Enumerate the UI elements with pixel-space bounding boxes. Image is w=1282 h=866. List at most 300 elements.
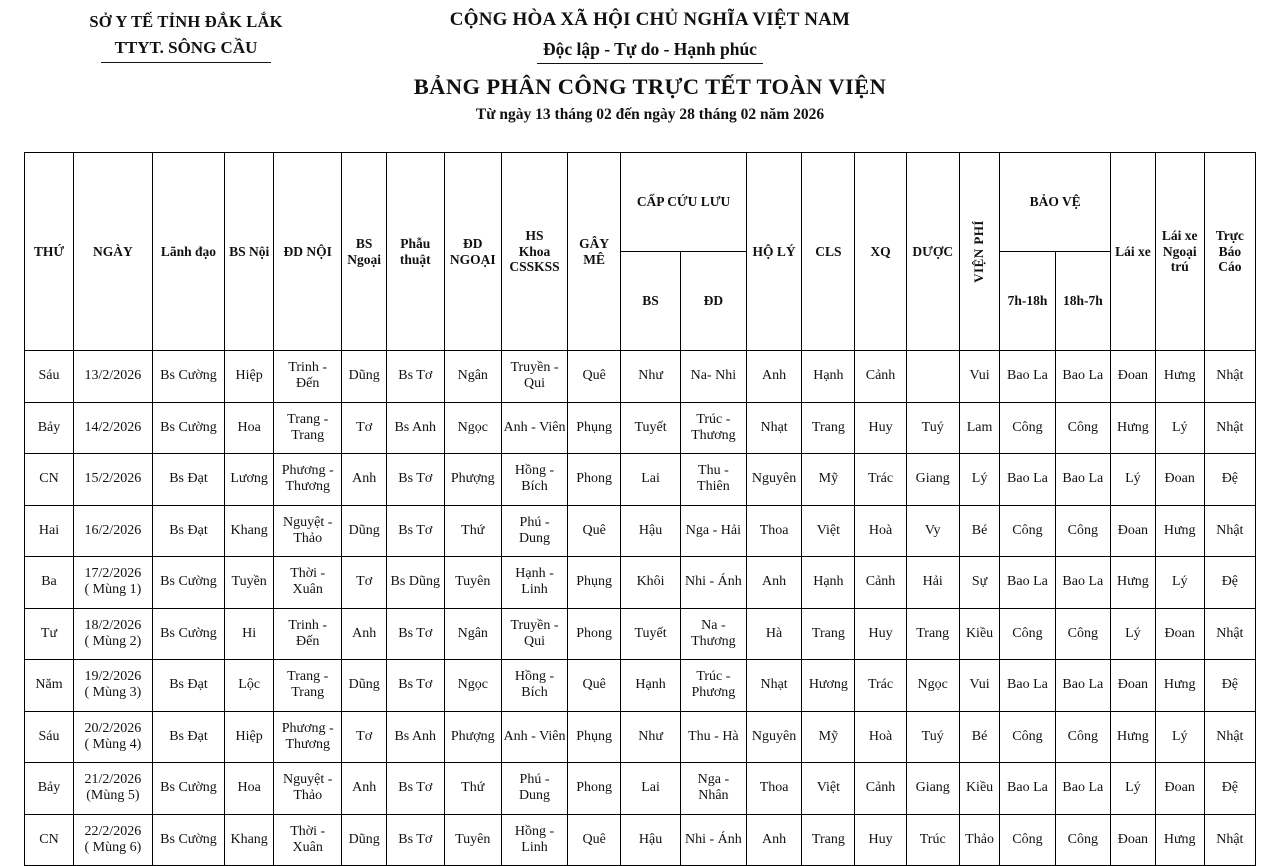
cell-dd-ngoai: Ngân bbox=[444, 351, 502, 403]
cell-hs-csskss: Phú - Dung bbox=[502, 763, 568, 815]
cell-bao-ve-ngay: Bao La bbox=[1000, 454, 1055, 506]
cell-cls: Việt bbox=[802, 763, 855, 815]
cell-bs-ngoai: Tơ bbox=[342, 711, 387, 763]
country-name: CỘNG HÒA XÃ HỘI CHỦ NGHĨA VIỆT NAM bbox=[449, 9, 851, 30]
col-header-bao-ve-ngay: 7h-18h bbox=[1000, 252, 1055, 351]
cell-duoc: Trúc bbox=[906, 814, 959, 866]
cell-truc-bao-cao: Đệ bbox=[1204, 660, 1255, 712]
cell-ngay bbox=[73, 505, 152, 557]
table-row bbox=[25, 557, 1256, 609]
cell-ngay bbox=[73, 454, 152, 506]
col-header-duoc: DƯỢC bbox=[906, 153, 959, 351]
cell-lanh-dao: Bs Đạt bbox=[152, 454, 224, 506]
cell-lai-xe-ngoai-tru: Hưng bbox=[1155, 660, 1204, 712]
cell-phau-thuat: Bs Tơ bbox=[387, 608, 445, 660]
cell-lai-xe: Lý bbox=[1111, 763, 1156, 815]
cell-vien-phi: Vui bbox=[959, 351, 999, 403]
cell-ngay bbox=[73, 402, 152, 454]
cell-ho-ly: Nhạt bbox=[746, 660, 801, 712]
cell-truc-bao-cao: Đệ bbox=[1204, 557, 1255, 609]
date-value: 15/2/2026 bbox=[84, 471, 142, 487]
cell-thu: Bảy bbox=[25, 402, 74, 454]
cell-bs-ngoai: Anh bbox=[342, 763, 387, 815]
col-header-bs-ngoai-line2: Ngoại bbox=[347, 251, 382, 267]
cell-vien-phi: Lam bbox=[959, 402, 999, 454]
cell-cap-cuu-bs: Như bbox=[621, 711, 681, 763]
document-header bbox=[0, 0, 1282, 148]
col-header-xq: XQ bbox=[855, 153, 906, 351]
cell-ngay bbox=[73, 660, 152, 712]
cell-dd-noi: Trang - Trang bbox=[274, 402, 342, 454]
cell-lai-xe-ngoai-tru: Đoan bbox=[1155, 763, 1204, 815]
cell-duoc: Tuý bbox=[906, 711, 959, 763]
cell-dd-ngoai: Tuyên bbox=[444, 557, 502, 609]
cell-duoc: Tuý bbox=[906, 402, 959, 454]
cell-cap-cuu-dd: Thu - Hà bbox=[680, 711, 746, 763]
table-row bbox=[25, 402, 1256, 454]
cell-truc-bao-cao: Nhật bbox=[1204, 402, 1255, 454]
col-header-hs-line1: HS bbox=[525, 228, 544, 244]
cell-duoc: Trang bbox=[906, 608, 959, 660]
cell-truc-bao-cao: Đệ bbox=[1204, 763, 1255, 815]
cell-truc-bao-cao: Nhật bbox=[1204, 505, 1255, 557]
table-row bbox=[25, 454, 1256, 506]
lunar-day-value: (Mùng 5) bbox=[86, 788, 140, 804]
national-motto: Độc lập - Tự do - Hạnh phúc bbox=[537, 36, 763, 64]
col-header-dd-ngoai-line2: NGOẠI bbox=[449, 251, 496, 267]
table-row bbox=[25, 351, 1256, 403]
cell-cap-cuu-bs: Lai bbox=[621, 454, 681, 506]
cell-xq: Hoà bbox=[855, 505, 906, 557]
cell-bs-noi: Khang bbox=[225, 505, 274, 557]
cell-bs-noi: Hiệp bbox=[225, 711, 274, 763]
cell-bs-noi: Lộc bbox=[225, 660, 274, 712]
cell-lanh-dao: Bs Cường bbox=[152, 557, 224, 609]
cell-dd-noi: Trinh - Đến bbox=[274, 608, 342, 660]
cell-thu: Ba bbox=[25, 557, 74, 609]
date-value: 19/2/2026 bbox=[84, 669, 142, 685]
cell-hs-csskss: Hồng - Bích bbox=[502, 660, 568, 712]
cell-dd-ngoai: Ngân bbox=[444, 608, 502, 660]
cell-xq: Cảnh bbox=[855, 351, 906, 403]
cell-thu: Bảy bbox=[25, 763, 74, 815]
cell-lai-xe-ngoai-tru: Lý bbox=[1155, 557, 1204, 609]
cell-vien-phi: Sự bbox=[959, 557, 999, 609]
cell-ho-ly: Nguyên bbox=[746, 711, 801, 763]
cell-hs-csskss: Hạnh - Linh bbox=[502, 557, 568, 609]
cell-gay-me: Phong bbox=[568, 763, 621, 815]
cell-cap-cuu-bs: Lai bbox=[621, 763, 681, 815]
cell-lai-xe: Đoan bbox=[1111, 351, 1156, 403]
cell-bao-ve-ngay: Công bbox=[1000, 711, 1055, 763]
cell-vien-phi: Bé bbox=[959, 711, 999, 763]
cell-xq: Trác bbox=[855, 660, 906, 712]
cell-bs-noi: Tuyền bbox=[225, 557, 274, 609]
cell-lai-xe-ngoai-tru: Hưng bbox=[1155, 505, 1204, 557]
cell-cap-cuu-dd: Thu - Thiên bbox=[680, 454, 746, 506]
cell-phau-thuat: Bs Tơ bbox=[387, 814, 445, 866]
cell-bs-ngoai: Dũng bbox=[342, 351, 387, 403]
cell-duoc: Vy bbox=[906, 505, 959, 557]
cell-dd-ngoai: Tuyên bbox=[444, 814, 502, 866]
cell-bs-noi: Hiệp bbox=[225, 351, 274, 403]
col-header-group-cap-cuu-luu: CẤP CỨU LƯU bbox=[621, 153, 747, 252]
cell-xq: Huy bbox=[855, 814, 906, 866]
col-header-hs-csskss bbox=[502, 153, 568, 351]
cell-bao-ve-ngay: Bao La bbox=[1000, 351, 1055, 403]
cell-cap-cuu-bs: Tuyết bbox=[621, 402, 681, 454]
date-value: 21/2/2026 bbox=[84, 772, 142, 788]
cell-lai-xe-ngoai-tru: Đoan bbox=[1155, 454, 1204, 506]
cell-ngay bbox=[73, 711, 152, 763]
cell-bao-ve-ngay: Công bbox=[1000, 402, 1055, 454]
cell-hs-csskss: Phú - Dung bbox=[502, 505, 568, 557]
cell-bs-ngoai: Tơ bbox=[342, 402, 387, 454]
cell-ngay bbox=[73, 557, 152, 609]
cell-ho-ly: Anh bbox=[746, 351, 801, 403]
cell-ho-ly: Thoa bbox=[746, 505, 801, 557]
col-header-thu: THỨ bbox=[25, 153, 74, 351]
cell-bs-ngoai: Anh bbox=[342, 608, 387, 660]
cell-xq: Cảnh bbox=[855, 763, 906, 815]
cell-cls: Hương bbox=[802, 660, 855, 712]
cell-dd-noi: Phương - Thương bbox=[274, 454, 342, 506]
col-header-phau-thuat-line2: thuật bbox=[399, 251, 431, 267]
cell-lai-xe: Hưng bbox=[1111, 402, 1156, 454]
cell-lai-xe: Lý bbox=[1111, 454, 1156, 506]
cell-lai-xe-ngoai-tru: Đoan bbox=[1155, 608, 1204, 660]
cell-bao-ve-ngay: Bao La bbox=[1000, 660, 1055, 712]
cell-bao-ve-dem: Công bbox=[1055, 608, 1110, 660]
cell-cap-cuu-dd: Na- Nhi bbox=[680, 351, 746, 403]
cell-cls: Hạnh bbox=[802, 351, 855, 403]
cell-gay-me: Quê bbox=[568, 660, 621, 712]
col-header-cap-cuu-bs: BS bbox=[621, 252, 681, 351]
lunar-day-value: ( Mùng 3) bbox=[84, 685, 142, 701]
cell-phau-thuat: Bs Dũng bbox=[387, 557, 445, 609]
cell-phau-thuat: Bs Tơ bbox=[387, 454, 445, 506]
cell-cap-cuu-bs: Tuyết bbox=[621, 608, 681, 660]
col-header-hs-line2: Khoa bbox=[518, 243, 551, 259]
cell-cap-cuu-bs: Như bbox=[621, 351, 681, 403]
cell-bao-ve-dem: Công bbox=[1055, 402, 1110, 454]
date-value: 22/2/2026 bbox=[84, 823, 142, 839]
col-header-gay-me-line2: MÊ bbox=[583, 251, 605, 267]
col-header-cap-cuu-dd: ĐD bbox=[680, 252, 746, 351]
cell-thu: Năm bbox=[25, 660, 74, 712]
date-value: 16/2/2026 bbox=[84, 522, 142, 538]
cell-ngay bbox=[73, 608, 152, 660]
cell-lai-xe: Hưng bbox=[1111, 711, 1156, 763]
col-header-gay-me bbox=[568, 153, 621, 351]
col-header-ngay: NGÀY bbox=[73, 153, 152, 351]
cell-cap-cuu-bs: Khôi bbox=[621, 557, 681, 609]
cell-dd-ngoai: Ngọc bbox=[444, 402, 502, 454]
cell-lai-xe: Đoan bbox=[1111, 814, 1156, 866]
cell-thu: Sáu bbox=[25, 711, 74, 763]
cell-phau-thuat: Bs Tơ bbox=[387, 505, 445, 557]
cell-bao-ve-ngay: Công bbox=[1000, 814, 1055, 866]
col-header-lanh-dao: Lãnh đạo bbox=[152, 153, 224, 351]
issuing-organization bbox=[36, 10, 336, 63]
cell-cap-cuu-dd: Trúc - Thương bbox=[680, 402, 746, 454]
cell-lai-xe-ngoai-tru: Hưng bbox=[1155, 814, 1204, 866]
cell-bao-ve-ngay: Công bbox=[1000, 608, 1055, 660]
cell-dd-ngoai: Thứ bbox=[444, 763, 502, 815]
cell-ho-ly: Thoa bbox=[746, 763, 801, 815]
cell-dd-noi: Phương - Thương bbox=[274, 711, 342, 763]
cell-cap-cuu-dd: Nhi - Ánh bbox=[680, 814, 746, 866]
cell-bao-ve-ngay: Bao La bbox=[1000, 557, 1055, 609]
cell-bs-ngoai: Anh bbox=[342, 454, 387, 506]
cell-bao-ve-ngay: Công bbox=[1000, 505, 1055, 557]
table-row bbox=[25, 505, 1256, 557]
cell-dd-noi: Nguyệt - Thảo bbox=[274, 763, 342, 815]
date-value: 14/2/2026 bbox=[84, 419, 142, 435]
cell-dd-noi: Thời - Xuân bbox=[274, 557, 342, 609]
cell-thu: Hai bbox=[25, 505, 74, 557]
cell-cls: Trang bbox=[802, 402, 855, 454]
cell-gay-me: Phụng bbox=[568, 711, 621, 763]
col-header-lai-xe-nt-line2: Ngoại bbox=[1162, 243, 1197, 259]
col-header-gay-me-line1: GÂY bbox=[579, 235, 610, 251]
cell-lanh-dao: Bs Cường bbox=[152, 814, 224, 866]
cell-xq: Huy bbox=[855, 402, 906, 454]
cell-bao-ve-dem: Công bbox=[1055, 814, 1110, 866]
lunar-day-value: ( Mùng 1) bbox=[84, 582, 142, 598]
cell-dd-ngoai: Phượng bbox=[444, 711, 502, 763]
col-header-ho-ly: HỘ LÝ bbox=[746, 153, 801, 351]
cell-phau-thuat: Bs Tơ bbox=[387, 660, 445, 712]
cell-lai-xe: Lý bbox=[1111, 608, 1156, 660]
cell-cls: Mỹ bbox=[802, 454, 855, 506]
cell-bao-ve-dem: Bao La bbox=[1055, 351, 1110, 403]
cell-ho-ly: Nguyên bbox=[746, 454, 801, 506]
cell-xq: Hoà bbox=[855, 711, 906, 763]
cell-hs-csskss: Truyền - Qui bbox=[502, 608, 568, 660]
cell-cap-cuu-dd: Nga - Hải bbox=[680, 505, 746, 557]
cell-cls: Mỹ bbox=[802, 711, 855, 763]
cell-duoc: Giang bbox=[906, 763, 959, 815]
cell-lanh-dao: Bs Cường bbox=[152, 763, 224, 815]
col-header-lai-xe-nt-line1: Lái xe bbox=[1161, 228, 1198, 244]
cell-vien-phi: Kiều bbox=[959, 608, 999, 660]
cell-gay-me: Phong bbox=[568, 454, 621, 506]
cell-ho-ly: Nhạt bbox=[746, 402, 801, 454]
cell-ngay bbox=[73, 814, 152, 866]
cell-lai-xe-ngoai-tru: Hưng bbox=[1155, 351, 1204, 403]
department-name: SỞ Y TẾ TỈNH ĐẮK LẮK bbox=[89, 12, 283, 31]
duty-roster-table bbox=[24, 152, 1256, 866]
table-header bbox=[25, 153, 1256, 351]
national-heading bbox=[340, 6, 960, 64]
cell-lai-xe: Hưng bbox=[1111, 557, 1156, 609]
cell-hs-csskss: Anh - Viên bbox=[502, 402, 568, 454]
cell-duoc: Ngọc bbox=[906, 660, 959, 712]
cell-dd-ngoai: Thứ bbox=[444, 505, 502, 557]
lunar-day-value: ( Mùng 4) bbox=[84, 736, 142, 752]
lunar-day-value: ( Mùng 2) bbox=[84, 633, 142, 649]
cell-vien-phi: Bé bbox=[959, 505, 999, 557]
cell-lanh-dao: Bs Cường bbox=[152, 402, 224, 454]
cell-ho-ly: Anh bbox=[746, 814, 801, 866]
cell-dd-noi: Trang - Trang bbox=[274, 660, 342, 712]
cell-truc-bao-cao: Đệ bbox=[1204, 454, 1255, 506]
col-header-vien-phi bbox=[959, 153, 999, 351]
cell-duoc: Giang bbox=[906, 454, 959, 506]
cell-lanh-dao: Bs Cường bbox=[152, 351, 224, 403]
cell-lanh-dao: Bs Đạt bbox=[152, 505, 224, 557]
cell-bs-ngoai: Tơ bbox=[342, 557, 387, 609]
lunar-day-value: ( Mùng 6) bbox=[84, 839, 142, 855]
cell-truc-bao-cao: Nhật bbox=[1204, 711, 1255, 763]
col-header-dd-ngoai-line1: ĐD bbox=[463, 235, 483, 251]
cell-cap-cuu-dd: Trúc - Phương bbox=[680, 660, 746, 712]
center-name: TTYT. SÔNG CẦU bbox=[101, 36, 272, 63]
cell-vien-phi: Thảo bbox=[959, 814, 999, 866]
cell-bao-ve-ngay: Bao La bbox=[1000, 763, 1055, 815]
cell-hs-csskss: Anh - Viên bbox=[502, 711, 568, 763]
cell-cap-cuu-bs: Hạnh bbox=[621, 660, 681, 712]
cell-gay-me: Phụng bbox=[568, 402, 621, 454]
cell-bao-ve-dem: Bao La bbox=[1055, 454, 1110, 506]
roster-table-container bbox=[24, 152, 1256, 866]
cell-phau-thuat: Bs Tơ bbox=[387, 351, 445, 403]
col-header-bs-noi: BS Nội bbox=[225, 153, 274, 351]
cell-dd-noi: Trinh - Đến bbox=[274, 351, 342, 403]
cell-phau-thuat: Bs Tơ bbox=[387, 763, 445, 815]
cell-hs-csskss: Truyền - Qui bbox=[502, 351, 568, 403]
cell-lanh-dao: Bs Cường bbox=[152, 608, 224, 660]
cell-ho-ly: Anh bbox=[746, 557, 801, 609]
cell-duoc: Hải bbox=[906, 557, 959, 609]
cell-cap-cuu-dd: Na - Thương bbox=[680, 608, 746, 660]
date-value: 18/2/2026 bbox=[84, 617, 142, 633]
cell-hs-csskss: Hồng - Linh bbox=[502, 814, 568, 866]
table-row bbox=[25, 814, 1256, 866]
cell-thu: CN bbox=[25, 454, 74, 506]
cell-lanh-dao: Bs Đạt bbox=[152, 660, 224, 712]
cell-dd-noi: Nguyệt - Thảo bbox=[274, 505, 342, 557]
cell-bs-noi: Khang bbox=[225, 814, 274, 866]
page-subtitle: Từ ngày 13 tháng 02 đến ngày 28 tháng 02 năm 2026 bbox=[475, 106, 825, 123]
col-header-phau-thuat-line1: Phẫu bbox=[400, 235, 431, 251]
cell-bao-ve-dem: Bao La bbox=[1055, 557, 1110, 609]
cell-gay-me: Phụng bbox=[568, 557, 621, 609]
date-value: 17/2/2026 bbox=[84, 566, 142, 582]
cell-bs-ngoai: Dũng bbox=[342, 814, 387, 866]
cell-cap-cuu-bs: Hậu bbox=[621, 814, 681, 866]
col-header-vien-phi-text: VIỆN PHÍ bbox=[971, 220, 987, 283]
table-row bbox=[25, 660, 1256, 712]
cell-ho-ly: Hà bbox=[746, 608, 801, 660]
cell-bs-noi: Lương bbox=[225, 454, 274, 506]
col-header-bs-ngoai-line1: BS bbox=[355, 235, 373, 251]
col-header-group-bao-ve: BẢO VỆ bbox=[1000, 153, 1111, 252]
date-value: 20/2/2026 bbox=[84, 720, 142, 736]
cell-vien-phi: Lý bbox=[959, 454, 999, 506]
cell-cap-cuu-dd: Nga - Nhân bbox=[680, 763, 746, 815]
col-header-cls: CLS bbox=[802, 153, 855, 351]
date-value: 13/2/2026 bbox=[84, 368, 142, 384]
col-header-truc-bao-cao-line3: Cáo bbox=[1218, 259, 1242, 275]
cell-dd-ngoai: Ngọc bbox=[444, 660, 502, 712]
cell-cls: Việt bbox=[802, 505, 855, 557]
col-header-dd-noi: ĐD NỘI bbox=[274, 153, 342, 351]
col-header-lai-xe-nt-line3: trú bbox=[1170, 259, 1189, 275]
cell-gay-me: Quê bbox=[568, 814, 621, 866]
table-row bbox=[25, 608, 1256, 660]
table-body bbox=[25, 351, 1256, 866]
cell-cls: Trang bbox=[802, 814, 855, 866]
cell-xq: Huy bbox=[855, 608, 906, 660]
cell-bao-ve-dem: Công bbox=[1055, 505, 1110, 557]
cell-lai-xe-ngoai-tru: Lý bbox=[1155, 711, 1204, 763]
cell-phau-thuat: Bs Anh bbox=[387, 711, 445, 763]
cell-cls: Hạnh bbox=[802, 557, 855, 609]
cell-cls: Trang bbox=[802, 608, 855, 660]
cell-truc-bao-cao: Nhật bbox=[1204, 351, 1255, 403]
col-header-bao-ve-dem: 18h-7h bbox=[1055, 252, 1110, 351]
cell-gay-me: Phong bbox=[568, 608, 621, 660]
cell-bs-noi: Hi bbox=[225, 608, 274, 660]
col-header-hs-line3: CSSKSS bbox=[509, 259, 560, 275]
cell-bs-ngoai: Dũng bbox=[342, 660, 387, 712]
cell-bs-noi: Hoa bbox=[225, 402, 274, 454]
cell-ngay bbox=[73, 763, 152, 815]
header-row-top bbox=[25, 153, 1256, 252]
cell-cap-cuu-dd: Nhi - Ánh bbox=[680, 557, 746, 609]
cell-thu: CN bbox=[25, 814, 74, 866]
col-header-phau-thuat bbox=[387, 153, 445, 351]
cell-thu: Tư bbox=[25, 608, 74, 660]
cell-bao-ve-dem: Bao La bbox=[1055, 763, 1110, 815]
cell-dd-noi: Thời - Xuân bbox=[274, 814, 342, 866]
cell-vien-phi: Kiều bbox=[959, 763, 999, 815]
col-header-dd-ngoai bbox=[444, 153, 502, 351]
col-header-lai-xe: Lái xe bbox=[1111, 153, 1156, 351]
cell-vien-phi: Vui bbox=[959, 660, 999, 712]
col-header-truc-bao-cao bbox=[1204, 153, 1255, 351]
cell-ngay bbox=[73, 351, 152, 403]
cell-xq: Cảnh bbox=[855, 557, 906, 609]
cell-lai-xe: Đoan bbox=[1111, 660, 1156, 712]
cell-gay-me: Quê bbox=[568, 505, 621, 557]
col-header-truc-bao-cao-line1: Trực bbox=[1215, 228, 1244, 244]
col-header-lai-xe-ngoai-tru bbox=[1155, 153, 1204, 351]
cell-lanh-dao: Bs Đạt bbox=[152, 711, 224, 763]
page-title: BẢNG PHÂN CÔNG TRỰC TẾT TOÀN VIỆN bbox=[413, 74, 887, 99]
cell-truc-bao-cao: Nhật bbox=[1204, 608, 1255, 660]
cell-bao-ve-dem: Công bbox=[1055, 711, 1110, 763]
title-area bbox=[260, 74, 1040, 124]
cell-duoc bbox=[906, 351, 959, 403]
cell-bao-ve-dem: Bao La bbox=[1055, 660, 1110, 712]
table-row bbox=[25, 763, 1256, 815]
cell-truc-bao-cao: Nhật bbox=[1204, 814, 1255, 866]
cell-cap-cuu-bs: Hậu bbox=[621, 505, 681, 557]
cell-phau-thuat: Bs Anh bbox=[387, 402, 445, 454]
cell-bs-ngoai: Dũng bbox=[342, 505, 387, 557]
table-row bbox=[25, 711, 1256, 763]
cell-thu: Sáu bbox=[25, 351, 74, 403]
cell-xq: Trác bbox=[855, 454, 906, 506]
cell-lai-xe-ngoai-tru: Lý bbox=[1155, 402, 1204, 454]
col-header-truc-bao-cao-line2: Báo bbox=[1218, 243, 1242, 259]
cell-gay-me: Quê bbox=[568, 351, 621, 403]
cell-hs-csskss: Hồng - Bích bbox=[502, 454, 568, 506]
cell-dd-ngoai: Phượng bbox=[444, 454, 502, 506]
